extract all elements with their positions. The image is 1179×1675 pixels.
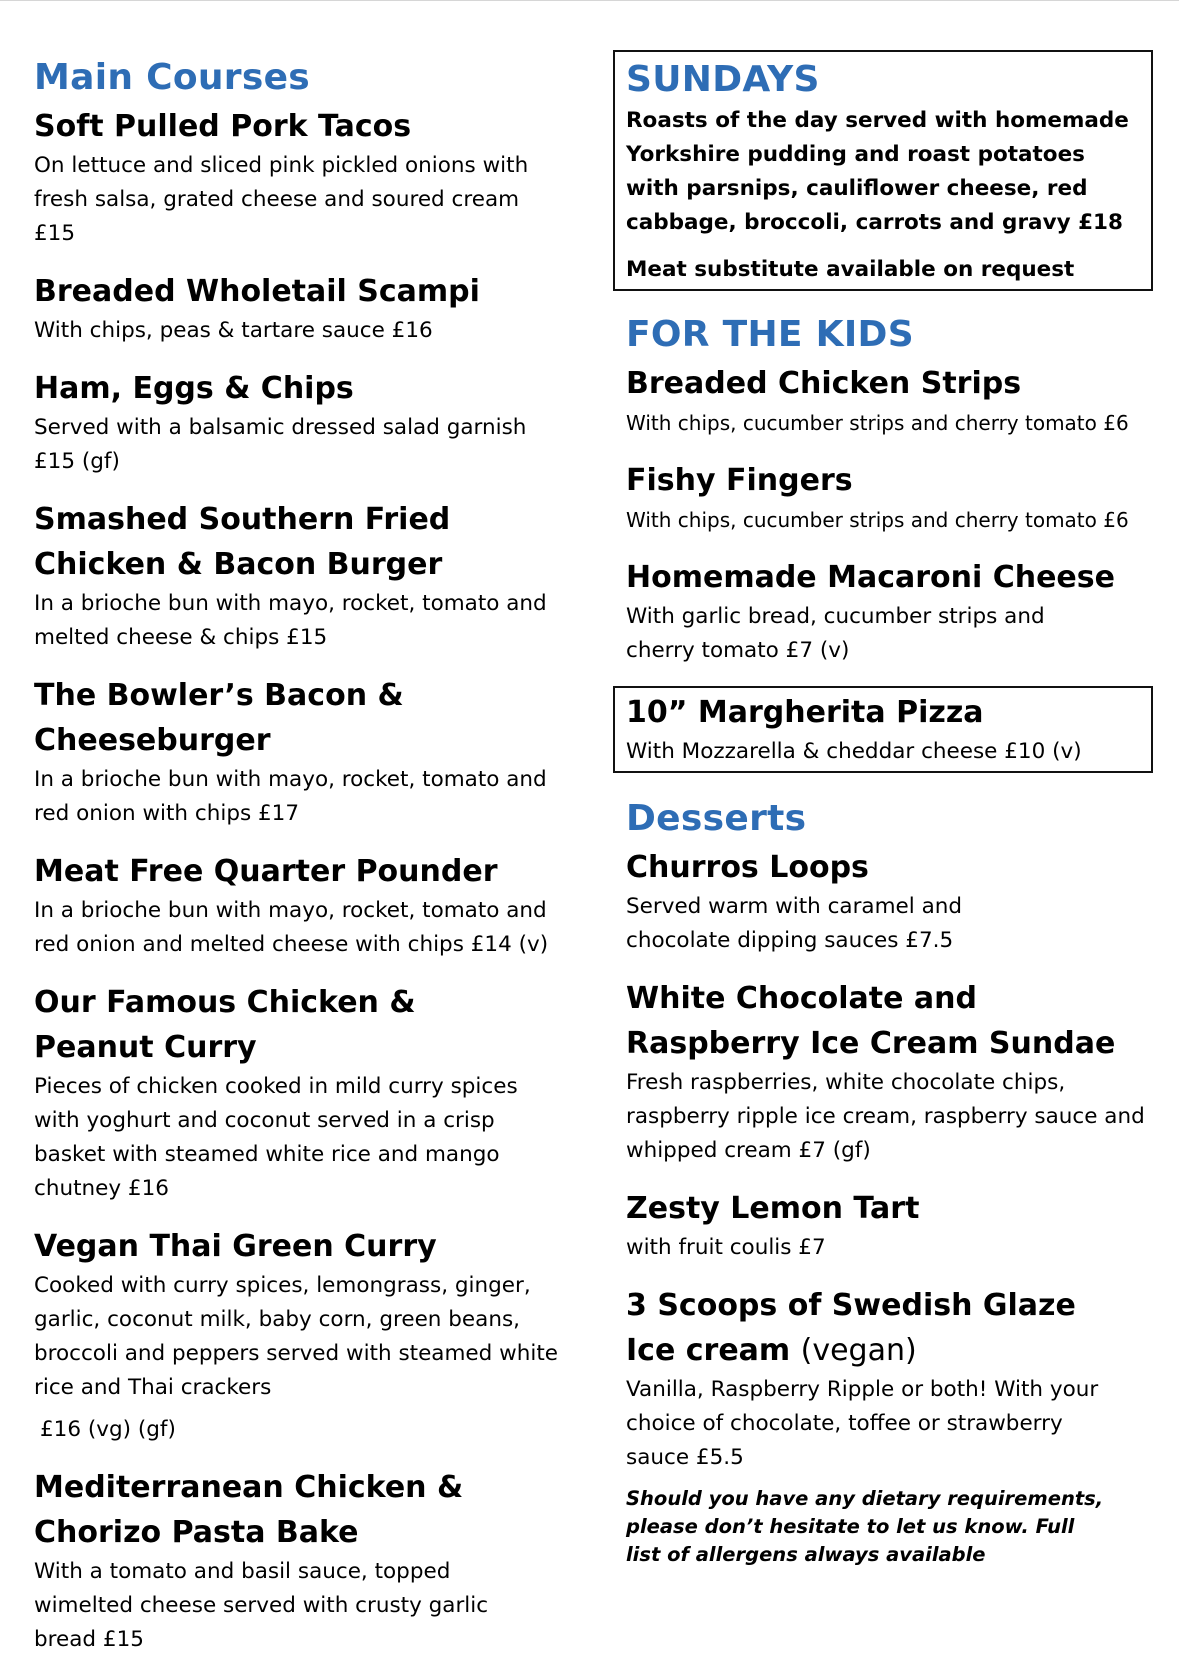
menu-item [626, 845, 1153, 958]
item-description: Fresh raspberries, white chocolate chips, raspberry ripple ice cream, raspberry sauce and whipped cream £7 (gf) [626, 1070, 1145, 1163]
menu-item [34, 980, 564, 1206]
item-name: Soft Pulled Pork Tacos [34, 109, 412, 144]
menu-item [34, 366, 564, 479]
item-description: Served warm with caramel and chocolate dipping sauces £7.5 [626, 894, 963, 953]
item-description: Pieces of chicken cooked in mild curry spices with yoghurt and coconut served in a crisp basket with steamed white rice and mango chutney £16 [34, 1074, 518, 1201]
item-description: Served with a balsamic dressed salad garnish £15 (gf) [34, 415, 527, 474]
sundays-note: Meat substitute available on request [626, 257, 1075, 282]
item-name: Our Famous Chicken & Peanut Curry [34, 985, 416, 1065]
item-description: With a tomato and basil sauce, topped wimelted cheese served with crusty garlic bread £15 [34, 1559, 489, 1652]
item-name: Mediterranean Chicken & Chorizo Pasta Bake [34, 1470, 464, 1550]
menu-item [626, 1186, 1153, 1265]
section-title-sundays: SUNDAYS [626, 59, 820, 100]
item-name: Fishy Fingers [626, 463, 853, 498]
item-name: White Chocolate and Raspberry Ice Cream Sundae [626, 981, 1116, 1061]
item-name: Homemade Macaroni Cheese [626, 560, 1115, 595]
section-title-main-courses: Main Courses [34, 57, 311, 98]
item-tag: (vegan) [800, 1333, 917, 1368]
menu-item [626, 458, 1153, 537]
item-name: Churros Loops [626, 850, 869, 885]
item-description: In a brioche bun with mayo, rocket, tomato and red onion with chips £17 [34, 767, 547, 826]
item-name-line2 [626, 1328, 1153, 1373]
item-description: With Mozzarella & cheddar cheese £10 (v) [626, 739, 1082, 764]
item-name: Smashed Southern Fried Chicken & Bacon Burger [34, 502, 451, 582]
item-description: Vanilla, Raspberry Ripple or both! With your choice of chocolate, toffee or strawberry sauce £5.5 [626, 1377, 1099, 1470]
page-top-border [0, 0, 1179, 7]
sundays-box [613, 50, 1153, 291]
item-description: With chips, peas & tartare sauce £16 [34, 318, 433, 343]
menu-item [626, 976, 1153, 1168]
item-description: On lettuce and sliced pink pickled onions with fresh salsa, grated cheese and soured cream £15 [34, 153, 529, 246]
item-description: Cooked with curry spices, lemongrass, ginger, garlic, coconut milk, baby corn, green beans, broccoli and peppers served with steamed white rice and Thai crackers [34, 1273, 558, 1400]
item-name: Zesty Lemon Tart [626, 1191, 920, 1226]
menu-item [34, 849, 564, 962]
section-title-kids: FOR THE KIDS [626, 314, 914, 355]
item-description: In a brioche bun with mayo, rocket, tomato and red onion and melted cheese with chips £14 (v) [34, 898, 549, 957]
item-description: With chips, cucumber strips and cherry tomato £6 [626, 508, 1129, 532]
menu-item [34, 104, 564, 251]
kids-section [613, 313, 1153, 668]
menu-item [626, 361, 1153, 440]
item-price: £16 (vg) (gf) [40, 1417, 176, 1442]
item-name: Meat Free Quarter Pounder [34, 854, 498, 889]
menu-item [34, 1465, 564, 1657]
menu-item [34, 497, 564, 655]
menu-item [34, 673, 564, 831]
section-title-desserts: Desserts [626, 798, 807, 839]
item-description: In a brioche bun with mayo, rocket, tomato and melted cheese & chips £15 [34, 591, 547, 650]
pizza-box [613, 686, 1153, 773]
item-description: with fruit coulis £7 [626, 1235, 826, 1260]
menu-item [34, 1224, 564, 1447]
menu-item [626, 555, 1153, 668]
item-description: With garlic bread, cucumber strips and cherry tomato £7 (v) [626, 604, 1045, 663]
item-name: Breaded Wholetail Scampi [34, 274, 480, 309]
menu-item [34, 269, 564, 348]
item-name: The Bowler’s Bacon & Cheeseburger [34, 678, 404, 758]
sundays-description: Roasts of the day served with homemade Yorkshire pudding and roast potatoes with parsnips, cauliflower cheese, red cabbage, broccoli, carrots and gravy £18 [626, 108, 1129, 235]
item-name: 3 Scoops of Swedish Glaze [626, 1288, 1076, 1323]
dietary-note: Should you have any dietary requirements, please don’t hesitate to let us know. Full list of allergens always available [626, 1487, 1104, 1566]
item-name: 10” Margherita Pizza [626, 695, 984, 730]
main-courses-column [34, 56, 564, 1675]
desserts-section [613, 797, 1153, 1569]
item-name: Vegan Thai Green Curry [34, 1229, 437, 1264]
item-description: With chips, cucumber strips and cherry tomato £6 [626, 411, 1129, 435]
item-name: Ham, Eggs & Chips [34, 371, 354, 406]
right-column [613, 50, 1153, 1569]
item-name-part: Ice cream [626, 1333, 791, 1368]
menu-item [626, 1283, 1153, 1475]
item-name: Breaded Chicken Strips [626, 366, 1022, 401]
